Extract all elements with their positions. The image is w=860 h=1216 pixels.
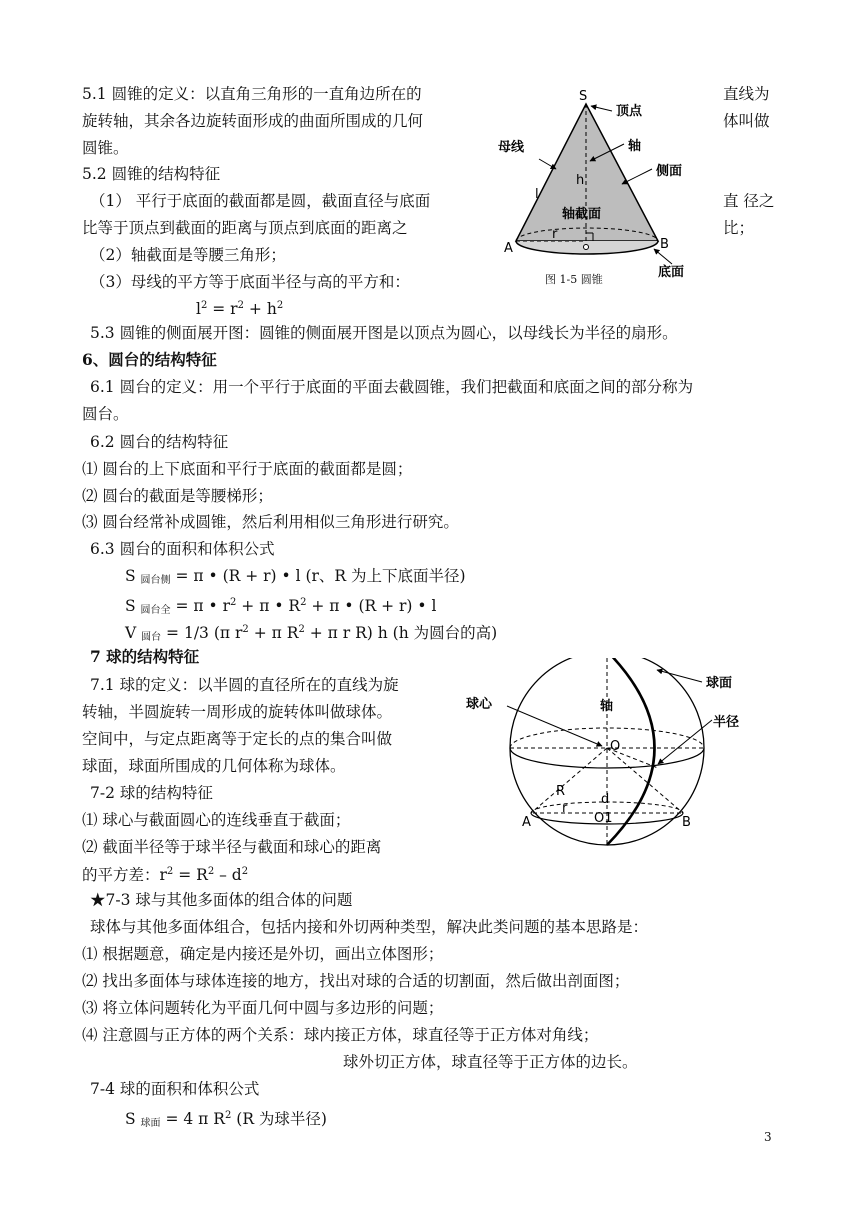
label-R: R [556,784,566,799]
cone-figure [494,86,710,290]
label-r: r [552,227,558,242]
sphere-structure-heading: 7-2 球的结构特征 [90,784,213,802]
label-A-sphere: A [522,815,531,830]
arrow-lateral [622,169,652,184]
sphere-formula-area: S $_{球面}$ = 4 π $R^2$ (R 为球半径) [125,1110,327,1130]
line-O-B [607,748,683,813]
sphere-combination-heading: ★7-3 球与其他多面体的组合体的问题 [90,891,353,909]
line-O-A [531,748,610,813]
label-base: 底面 [658,265,685,280]
label-l: l [535,187,539,202]
sphere-def-line4: 球面，球面所围成的几何体称为球体。 [82,757,346,775]
sphere-step-4: ⑷ 注意圆与正方体的两个关系：球内接正方体，球直径等于正方体对角线； [82,1026,599,1044]
label-B-sphere: B [682,815,691,830]
sphere-figure [462,658,752,848]
cone-lateral-development: 5.3 圆锥的侧面展开图：圆锥的侧面展开图是以顶点为圆心，以母线长为半径的扇形。 [90,324,678,342]
frustum-item-3: ⑶ 圆台经常补成圆锥，然后利用相似三角形进行研究。 [82,513,459,531]
sphere-step-4-cont: 球外切正方体，球直径等于正方体的边长。 [343,1053,638,1071]
label-axis-sphere: 轴 [600,699,614,714]
cone-feature-1-tail: 直 径之 [723,192,775,210]
cone-def-line2-tail: 体叫做 [723,112,770,130]
frustum-formula-volume: V $_{圆台}$ = 1/3 (π $r^2 + \pi$ $R^2 + \pi$ r R) h (h 为圆台的高) [125,624,498,644]
sphere-def-line1: 7.1 球的定义：以半圆的直径所在的直线为旋 [90,676,399,694]
label-center: 球心 [466,697,493,712]
sphere-step-3: ⑶ 将立体问题转化为平面几何中圆与多边形的问题； [82,999,444,1017]
cone-figure-caption: 图 1-5 圆锥 [545,273,603,286]
cone-feature-1-cont-tail: 比； [723,219,755,237]
label-radius: 半径 [713,715,740,730]
label-surface: 球面 [706,676,733,691]
cone-feature-1: （1） 平行于底面的截面都是圆，截面直径与底面 [90,192,431,210]
frustum-def-line2: 圆台。 [82,405,129,423]
label-O1: O1 [594,811,613,826]
sphere-item-1: ⑴ 球心与截面圆心的连线垂直于截面； [82,811,351,829]
frustum-item-2: ⑵ 圆台的截面是等腰梯形； [82,487,273,505]
frustum-formula-lateral: S $_{圆台侧}$ = π • (R + r) • l (r、R 为上下底面半径) [125,567,466,586]
frustum-formula-total: S $_{圆台全}$ = π • $r^2 + \pi$ • $R^2 + \pi$ • (R + r) • l [125,597,437,617]
sphere-combination-intro: 球体与其他多面体组合，包括内接和外切两种类型，解决此类问题的基本思路是： [90,918,649,936]
cone-base-center [584,245,589,250]
frustum-formula-heading: 6.3 圆台的面积和体积公式 [90,540,275,558]
cone-feature-1-cont: 比等于顶点到截面的距离与顶点到底面的距离之 [82,219,408,237]
cone-def-line1-tail: 直线为 [723,85,770,103]
sphere-formula-heading: 7-4 球的面积和体积公式 [90,1080,260,1098]
frustum-heading: 6、圆台的结构特征 [82,350,217,369]
page-number: 3 [764,1130,772,1144]
arrow-vertex [591,106,612,111]
label-d: d [601,792,610,807]
sphere-item-2-cont: 的平方差：$r^2 = R^2 - d^2$ [82,866,249,885]
sphere-step-2: ⑵ 找出多面体与球体连接的地方，找出对球的合适的切割面，然后做出剖面图； [82,972,630,990]
cone-def-line1: 5.1 圆锥的定义：以直角三角形的一直角边所在的 [82,85,422,103]
label-h: h [576,173,585,188]
arrow-surface [657,670,702,682]
label-r-sphere: r [562,801,568,816]
cone-structure-heading: 5.2 圆锥的结构特征 [82,165,221,183]
sphere-step-1: ⑴ 根据题意，确定是内接还是外切，画出立体图形； [82,945,444,963]
frustum-def-line1: 6.1 圆台的定义：用一个平行于底面的平面去截圆锥，我们把截面和底面之间的部分称为 [90,378,694,396]
label-O: O [610,739,621,754]
frustum-item-1: ⑴ 圆台的上下底面和平行于底面的截面都是圆； [82,460,413,478]
label-A: A [504,241,513,256]
label-B: B [660,237,669,252]
label-vertex: 顶点 [616,104,643,119]
cone-feature-3: （3）母线的平方等于底面半径与高的平方和： [90,273,410,291]
label-lateral: 侧面 [656,164,683,179]
cone-def-line2: 旋转轴，其余各边旋转面形成的曲面所围成的几何 [82,112,424,130]
label-generatrix: 母线 [498,140,525,155]
frustum-structure-heading: 6.2 圆台的结构特征 [90,433,229,451]
cone-def-line3: 圆锥。 [82,139,129,157]
label-S: S [579,89,588,104]
arrow-center [507,706,602,746]
arrow-generatrix [539,159,556,169]
sphere-def-line3: 空间中，与定点距离等于定长的点的集合叫做 [82,730,393,748]
sphere-heading: 7 球的结构特征 [90,647,200,666]
label-axis: 轴 [628,139,642,154]
cone-formula: $l^2 = r^2 + h^2$ [196,300,284,319]
sphere-def-line2: 转轴，半圆旋转一周形成的旋转体叫做球体。 [82,703,393,721]
cone-feature-2: （2）轴截面是等腰三角形； [90,246,286,264]
sphere-item-2: ⑵ 截面半径等于球半径与截面和球心的距离 [82,838,382,856]
label-axial-section: 轴截面 [562,207,602,222]
